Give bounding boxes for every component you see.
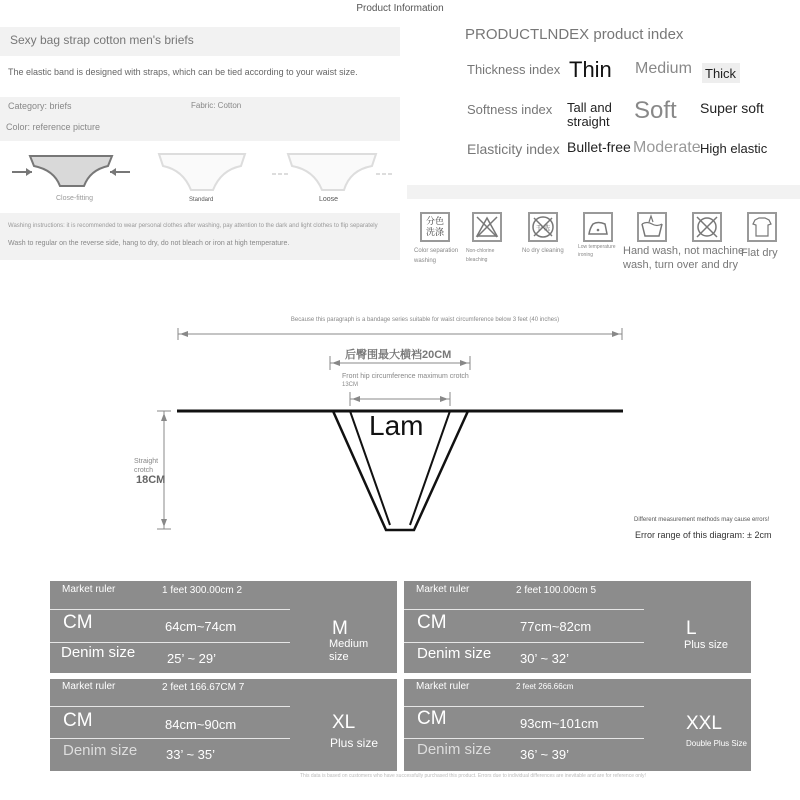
center-text: Lam <box>369 410 424 441</box>
card-separator <box>50 609 290 610</box>
denim-size-label: Denim size <box>417 645 492 662</box>
cm-label: CM <box>417 708 447 729</box>
denim-size-range: 36’ ~ 39’ <box>520 747 570 762</box>
size-card-l <box>404 581 751 673</box>
no-tumble-dry-icon <box>692 212 722 242</box>
card-separator <box>404 706 644 707</box>
index-divider-band <box>407 185 800 199</box>
size-note: Medium size <box>329 638 369 663</box>
no-dry-cleaning-icon <box>528 212 558 242</box>
thickness-medium: Medium <box>635 60 692 77</box>
fit-label-standard: Standard <box>189 197 214 203</box>
softness-index-label: Softness index <box>467 102 553 117</box>
front-hip-value: 13CM <box>342 382 359 388</box>
footer-note: This data is based on customers who have successfully purchased this product. Errors due to individual differences are inevitable and are for reference only! <box>300 773 646 779</box>
fit-label-loose: Loose <box>319 196 339 203</box>
card-separator <box>404 738 644 739</box>
thickness-thin: Thin <box>569 57 612 82</box>
care-label-color-separation: Color separation washing <box>414 248 459 264</box>
thickness-thick: Thick <box>705 66 737 81</box>
market-ruler-label: Market ruler <box>416 584 470 595</box>
card-separator <box>404 609 644 610</box>
elasticity-high-elastic: High elastic <box>700 141 768 156</box>
low-temperature-ironing-icon <box>583 212 613 242</box>
cm-label: CM <box>63 612 93 633</box>
category-text: Category: briefs <box>8 101 72 111</box>
denim-size-range: 33’ ~ 35’ <box>166 747 216 762</box>
softness-tall-straight: Tall and straight <box>567 100 612 129</box>
cm-range: 77cm~82cm <box>520 619 592 634</box>
cm-label: CM <box>417 612 447 633</box>
cm-label: CM <box>63 710 93 731</box>
care-label-low-temp-ironing: Low temperature ironing <box>578 244 616 258</box>
size-note: Plus size <box>330 736 379 750</box>
flat-dry-icon <box>747 212 777 242</box>
size-letter: XL <box>332 712 356 733</box>
denim-size-range: 30’ ~ 32’ <box>520 651 570 666</box>
card-separator <box>50 738 290 739</box>
care-label-hand-wash: Hand wash, not machine wash, turn over and dry <box>623 245 745 271</box>
care-label-no-dry-cleaning: No dry cleaning <box>522 248 564 254</box>
product-name: Sexy bag strap cotton men's briefs <box>10 33 194 47</box>
market-ruler-value: 2 feet 100.00cm 5 <box>516 585 597 596</box>
market-ruler-value: 1 feet 300.00cm 2 <box>162 585 243 596</box>
thickness-index-label: Thickness index <box>467 62 561 77</box>
non-chlorine-bleaching-icon <box>472 212 502 242</box>
denim-size-range: 25’ ~ 29’ <box>167 651 217 666</box>
cm-range: 84cm~90cm <box>165 717 237 732</box>
card-separator <box>404 642 644 643</box>
size-card-xl <box>50 679 397 771</box>
straight-label-1: Straight <box>134 458 159 465</box>
care-label-flat-dry: Flat dry <box>741 247 778 259</box>
cm-range: 93cm~101cm <box>520 716 599 731</box>
product-description: The elastic band is designed with straps, which can be tied according to your waist size. <box>8 67 358 77</box>
waist-note: Because this paragraph is a bandage series suitable for waist circumference below 3 feet (40 inches) <box>290 317 560 323</box>
no-dry-cleaning-icon-text: 干·洗 <box>536 225 550 232</box>
error-range: Error range of this diagram: ± 2cm <box>635 530 772 540</box>
front-hip-label: Front hip circumference maximum crotch <box>342 373 469 380</box>
washing-band <box>0 213 400 260</box>
washing-note: Wash to regular on the reverse side, hang to dry, do not bleach or iron at high temperature. <box>8 240 290 247</box>
size-note: Double Plus Size <box>686 739 747 748</box>
size-letter: XXL <box>686 713 722 734</box>
fit-label-close: Close-fitting <box>56 195 93 202</box>
size-note: Plus size <box>684 639 729 651</box>
size-card-m <box>50 581 397 673</box>
denim-size-label: Denim size <box>63 742 138 759</box>
fabric-text: Fabric: Cotton <box>191 101 242 110</box>
hand-wash-icon <box>637 212 667 242</box>
market-ruler-label: Market ruler <box>62 584 116 595</box>
market-ruler-label: Market ruler <box>416 681 470 692</box>
washing-instructions: Washing instructions: it is recommended to wear personal clothes after washing, pay attention to the dark and light clothes to flip separately <box>8 223 378 229</box>
market-ruler-value: 2 feet 166.67CM 7 <box>162 682 245 693</box>
product-index-title: PRODUCTLNDEX product index <box>465 26 684 43</box>
elasticity-bullet-free: Bullet-free <box>567 139 631 155</box>
elasticity-index-label: Elasticity index <box>467 141 560 157</box>
measurement-methods-note: Different measurement methods may cause errors! <box>634 517 770 523</box>
market-ruler-label: Market ruler <box>62 681 116 692</box>
softness-soft: Soft <box>634 97 677 124</box>
denim-size-label: Denim size <box>61 644 136 661</box>
card-separator <box>50 642 290 643</box>
size-letter: L <box>686 618 697 639</box>
size-card-xxl <box>404 679 751 771</box>
back-hip-label: 后臀围最大横裆20CM <box>345 349 452 361</box>
straight-value: 18CM <box>136 474 166 486</box>
loose-brief-icon <box>270 148 395 198</box>
card-separator <box>50 706 290 707</box>
softness-super-soft: Super soft <box>700 100 764 116</box>
elasticity-moderate: Moderate <box>633 139 701 156</box>
color-text: Color: reference picture <box>6 122 101 132</box>
close-fitting-brief-icon <box>10 148 135 198</box>
care-label-non-chlorine: Non-chlorine bleaching <box>466 248 495 263</box>
straight-label-2: crotch <box>134 467 154 474</box>
color-separation-icon-text: 分色 洗涤 <box>425 216 444 237</box>
standard-brief-icon <box>155 150 250 198</box>
cm-range: 64cm~74cm <box>165 619 237 634</box>
page-title: Product Information <box>356 3 444 14</box>
size-letter: M <box>332 618 348 639</box>
market-ruler-value: 2 feet 266.66cm <box>516 682 574 691</box>
denim-size-label: Denim size <box>417 741 492 758</box>
color-separation-washing-icon <box>420 212 450 242</box>
